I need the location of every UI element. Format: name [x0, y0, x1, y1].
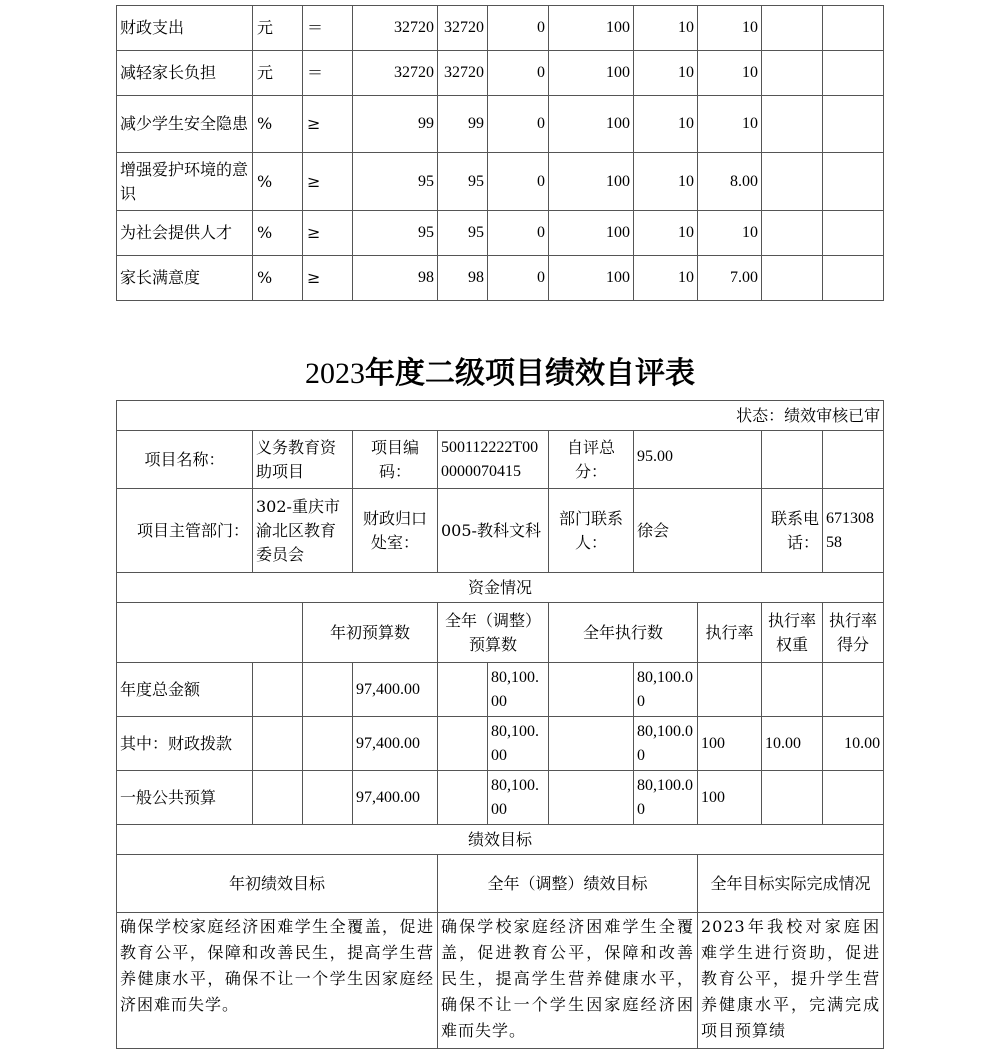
- phone-value: 67130858: [823, 489, 884, 573]
- blank-cell: [549, 717, 634, 771]
- indicator-deviation: 0: [488, 96, 549, 153]
- project-code-label: 项目编码：: [353, 431, 438, 489]
- indicator-actual: 32720: [438, 51, 488, 96]
- funds-header-blank: [117, 603, 303, 663]
- indicator-deviation: 0: [488, 6, 549, 51]
- status-badge: 状态：绩效审核已审: [117, 401, 884, 431]
- indicator-rate: 100: [549, 211, 634, 256]
- funds-score: [823, 771, 884, 825]
- funds-initial: 97,400.00: [353, 717, 438, 771]
- indicator-operator: ＝: [303, 51, 353, 96]
- funds-header-rate: 执行率: [698, 603, 762, 663]
- funds-executed: 80,100.00: [634, 663, 698, 717]
- funds-header-executed: 全年执行数: [549, 603, 698, 663]
- indicator-deviation: 0: [488, 153, 549, 211]
- funds-rate: [698, 663, 762, 717]
- indicator-target: 99: [353, 96, 438, 153]
- indicator-rate: 100: [549, 96, 634, 153]
- contact-value: 徐会: [634, 489, 762, 573]
- blank-cell: [823, 96, 884, 153]
- indicator-rate: 100: [549, 256, 634, 301]
- indicator-score: 10: [698, 51, 762, 96]
- indicator-actual: 98: [438, 256, 488, 301]
- blank-cell: [438, 717, 488, 771]
- blank-cell: [253, 663, 303, 717]
- indicator-target: 95: [353, 153, 438, 211]
- project-name-label: 项目名称：: [117, 431, 253, 489]
- blank-cell: [823, 256, 884, 301]
- blank-cell: [823, 153, 884, 211]
- indicator-table: [116, 5, 884, 301]
- goals-adjusted-text: 确保学校家庭经济困难学生全覆盖，促进教育公平，保障和改善民生，提高学生营养健康水平，确保不让一个学生因家庭经济困难而失学。: [438, 913, 698, 1049]
- blank-cell: [762, 51, 823, 96]
- goals-actual-text: 2023年我校对家庭困难学生进行资助，促进教育公平，提升学生营养健康水平，完满完成项目预算绩: [698, 913, 884, 1049]
- blank-cell: [549, 771, 634, 825]
- goals-header-initial: 年初绩效目标: [117, 855, 438, 913]
- indicator-score: 10: [698, 211, 762, 256]
- indicator-weight: 10: [634, 6, 698, 51]
- dept-label: 项目主管部门：: [117, 489, 253, 573]
- blank-cell: [303, 663, 353, 717]
- goals-section-label: 绩效目标: [117, 825, 884, 855]
- indicator-deviation: 0: [488, 256, 549, 301]
- table-row: [117, 51, 884, 96]
- indicator-score: 10: [698, 6, 762, 51]
- indicator-unit: %: [253, 211, 303, 256]
- funds-row: [117, 663, 884, 717]
- funds-rate: 100: [698, 771, 762, 825]
- indicator-unit: 元: [253, 6, 303, 51]
- funds-adjusted: 80,100.00: [488, 771, 549, 825]
- blank-cell: [823, 6, 884, 51]
- blank-cell: [823, 211, 884, 256]
- funds-header-score: 执行率得分: [823, 603, 884, 663]
- indicator-operator: ≥: [303, 153, 353, 211]
- funds-section-label: 资金情况: [117, 573, 884, 603]
- indicator-target: 95: [353, 211, 438, 256]
- indicator-weight: 10: [634, 256, 698, 301]
- blank-cell: [762, 431, 823, 489]
- funds-row-label: 年度总金额: [117, 663, 253, 717]
- blank-cell: [438, 663, 488, 717]
- indicator-name: 减少学生安全隐患: [117, 96, 253, 153]
- table-row: [117, 211, 884, 256]
- indicator-name: 为社会提供人才: [117, 211, 253, 256]
- indicator-target: 32720: [353, 51, 438, 96]
- indicator-rate: 100: [549, 6, 634, 51]
- project-code-value: 500112222T000000070415: [438, 431, 549, 489]
- blank-cell: [762, 153, 823, 211]
- indicator-score: 10: [698, 96, 762, 153]
- funds-executed: 80,100.00: [634, 771, 698, 825]
- indicator-actual: 32720: [438, 6, 488, 51]
- indicator-deviation: 0: [488, 211, 549, 256]
- table-row: [117, 96, 884, 153]
- funds-score: 10.00: [823, 717, 884, 771]
- funds-weight: 10.00: [762, 717, 823, 771]
- indicator-table-body: [117, 6, 884, 301]
- indicator-operator: ≥: [303, 211, 353, 256]
- office-value: 005-教科文科: [438, 489, 549, 573]
- funds-adjusted: 80,100.00: [488, 663, 549, 717]
- indicator-rate: 100: [549, 153, 634, 211]
- funds-rate: 100: [698, 717, 762, 771]
- blank-cell: [762, 256, 823, 301]
- funds-score: [823, 663, 884, 717]
- self-score-label: 自评总分：: [549, 431, 634, 489]
- funds-row-label: 一般公共预算: [117, 771, 253, 825]
- indicator-score: 8.00: [698, 153, 762, 211]
- indicator-rate: 100: [549, 51, 634, 96]
- project-name-value: 义务教育资助项目: [253, 431, 353, 489]
- indicator-operator: ＝: [303, 6, 353, 51]
- funds-initial: 97,400.00: [353, 663, 438, 717]
- indicator-name: 财政支出: [117, 6, 253, 51]
- goals-initial-text: 确保学校家庭经济困难学生全覆盖，促进教育公平，保障和改善民生，提高学生营养健康水平，确保不让一个学生因家庭经济困难而失学。: [117, 913, 438, 1049]
- blank-cell: [823, 51, 884, 96]
- indicator-weight: 10: [634, 153, 698, 211]
- indicator-unit: %: [253, 96, 303, 153]
- blank-cell: [438, 771, 488, 825]
- funds-executed: 80,100.00: [634, 717, 698, 771]
- phone-label: 联系电话：: [762, 489, 823, 573]
- blank-cell: [762, 6, 823, 51]
- indicator-actual: 99: [438, 96, 488, 153]
- dept-value: 302-重庆市渝北区教育委员会: [253, 489, 353, 573]
- funds-row-label: 其中：财政拨款: [117, 717, 253, 771]
- indicator-name: 家长满意度: [117, 256, 253, 301]
- funds-header-adjusted: 全年（调整）预算数: [438, 603, 549, 663]
- funds-header-weight: 执行率权重: [762, 603, 823, 663]
- blank-cell: [762, 211, 823, 256]
- indicator-name: 减轻家长负担: [117, 51, 253, 96]
- contact-label: 部门联系人：: [549, 489, 634, 573]
- funds-table-body: [117, 663, 884, 825]
- indicator-unit: 元: [253, 51, 303, 96]
- blank-cell: [303, 771, 353, 825]
- blank-cell: [823, 431, 884, 489]
- indicator-deviation: 0: [488, 51, 549, 96]
- goals-header-adjusted: 全年（调整）绩效目标: [438, 855, 698, 913]
- funds-adjusted: 80,100.00: [488, 717, 549, 771]
- funds-initial: 97,400.00: [353, 771, 438, 825]
- indicator-weight: 10: [634, 211, 698, 256]
- indicator-operator: ≥: [303, 96, 353, 153]
- indicator-unit: %: [253, 256, 303, 301]
- blank-cell: [303, 717, 353, 771]
- funds-weight: [762, 771, 823, 825]
- indicator-target: 98: [353, 256, 438, 301]
- goals-header-actual: 全年目标实际完成情况: [698, 855, 884, 913]
- table-row: [117, 153, 884, 211]
- page-title: [0, 352, 1000, 396]
- office-label: 财政归口处室：: [353, 489, 438, 573]
- evaluation-table: [116, 400, 884, 1049]
- indicator-name: 增强爱护环境的意识: [117, 153, 253, 211]
- table-row: [117, 256, 884, 301]
- indicator-actual: 95: [438, 153, 488, 211]
- indicator-weight: 10: [634, 51, 698, 96]
- indicator-weight: 10: [634, 96, 698, 153]
- indicator-unit: %: [253, 153, 303, 211]
- indicator-actual: 95: [438, 211, 488, 256]
- indicator-target: 32720: [353, 6, 438, 51]
- blank-cell: [762, 96, 823, 153]
- title-year: 2023: [305, 357, 365, 390]
- title-text: 年度二级项目绩效自评表: [365, 356, 695, 391]
- funds-header-initial: 年初预算数: [303, 603, 438, 663]
- table-row: [117, 6, 884, 51]
- blank-cell: [253, 771, 303, 825]
- funds-weight: [762, 663, 823, 717]
- funds-row: [117, 717, 884, 771]
- funds-row: [117, 771, 884, 825]
- indicator-operator: ≥: [303, 256, 353, 301]
- indicator-score: 7.00: [698, 256, 762, 301]
- self-score-value: 95.00: [634, 431, 762, 489]
- blank-cell: [253, 717, 303, 771]
- blank-cell: [549, 663, 634, 717]
